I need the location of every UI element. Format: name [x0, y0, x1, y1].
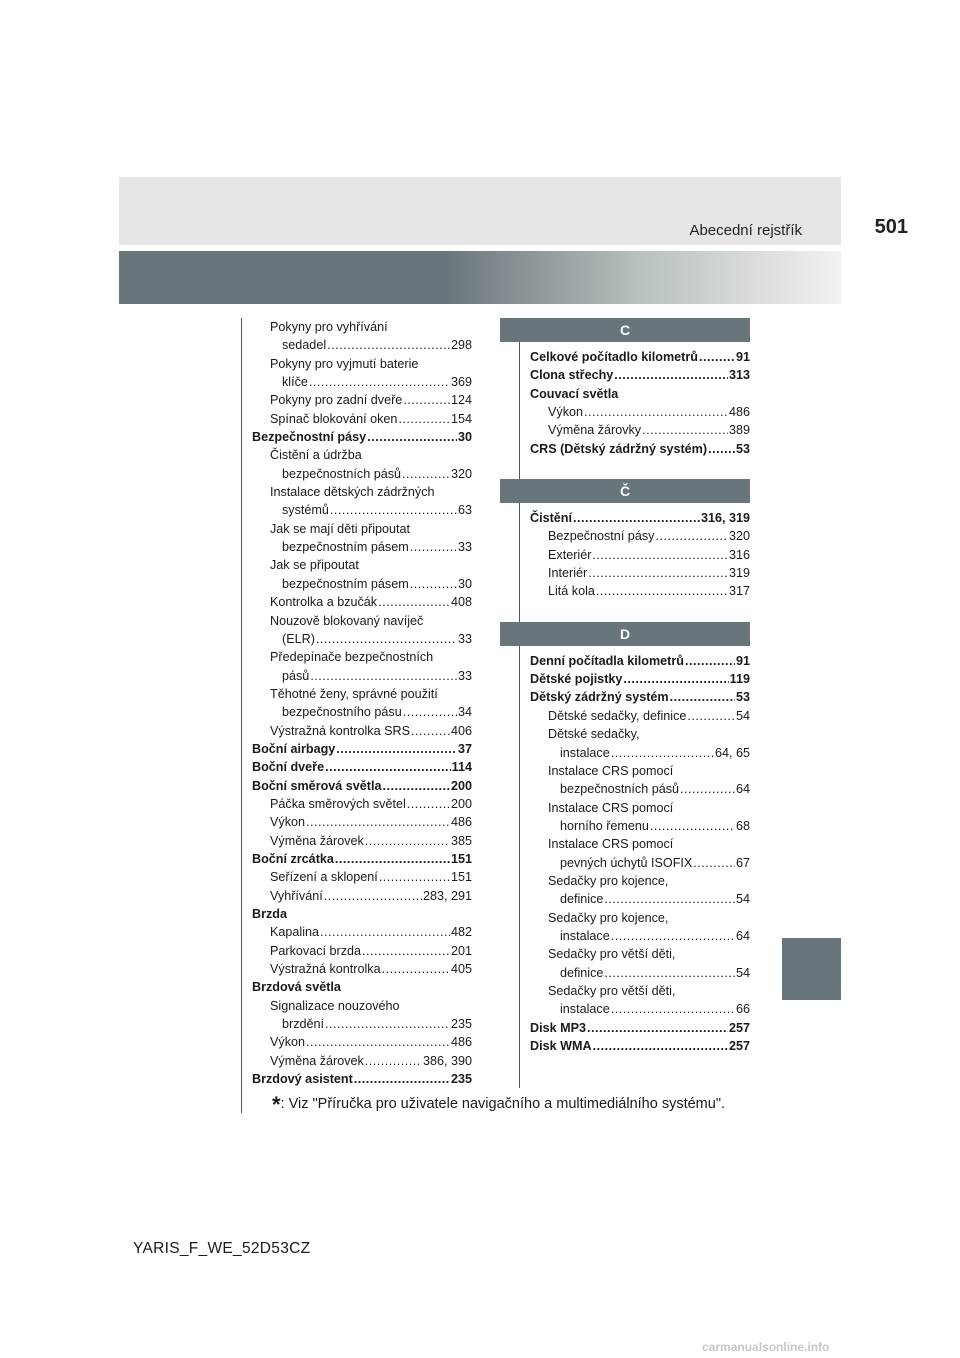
dot-leader [403, 391, 450, 409]
model-code: YARIS_F_WE_52D53CZ [133, 1240, 311, 1257]
entry-term: Litá kola [548, 584, 595, 599]
left-column-rule [241, 318, 242, 1113]
index-entry [252, 428, 472, 446]
entry-term: definice [560, 892, 604, 907]
dot-leader [411, 722, 450, 740]
dot-leader [306, 1033, 450, 1051]
dot-leader [604, 964, 735, 982]
entry-page: 486 [450, 815, 472, 830]
entry-page: 54 [735, 965, 750, 980]
entry-page: 114 [451, 760, 472, 775]
section-title: Abecední rejstřík [689, 222, 802, 239]
entry-page: 405 [450, 962, 472, 977]
dot-leader [335, 850, 450, 868]
dot-leader [592, 546, 728, 564]
entry-page: 369 [450, 375, 472, 390]
entry-term: Boční dveře [252, 760, 325, 775]
index-entry [530, 854, 750, 872]
dot-leader [693, 854, 735, 872]
index-entry: Instalace CRS pomocí [548, 800, 674, 815]
watermark: carmanualsonline.info [702, 1340, 830, 1354]
entry-page: 124 [450, 393, 472, 408]
entry-page: 486 [728, 405, 750, 420]
entry-term: Disk WMA [530, 1039, 592, 1053]
entry-page: 406 [450, 723, 472, 738]
index-entry: Couvací světla [530, 386, 619, 401]
index-entry [530, 564, 750, 582]
entry-term: bezpečnostním pásem [282, 576, 409, 591]
index-entry: Instalace dětských zádržných [270, 485, 435, 500]
entry-page: 319 [728, 566, 750, 581]
entry-page: 317 [728, 584, 750, 599]
entry-term: systémů [282, 503, 329, 518]
entry-page: 201 [450, 943, 472, 958]
entry-page: 37 [457, 741, 472, 756]
entry-page: 30 [457, 430, 472, 445]
entry-term: horního řemenu [560, 818, 649, 833]
index-entry [252, 740, 472, 758]
index-entry [252, 1052, 472, 1070]
dot-leader [325, 758, 451, 776]
entry-term: Dětské sedačky, definice [548, 708, 687, 723]
index-entry: Nouzově blokovaný navíječ [270, 613, 424, 628]
index-entry: Brzdová světla [252, 980, 341, 995]
dot-leader [614, 366, 728, 384]
index-entry [252, 777, 472, 795]
dot-leader [670, 688, 735, 706]
entry-page: 386, 390 [422, 1053, 472, 1068]
entry-term: Dětský zádržný systém [530, 690, 669, 705]
index-entry [252, 813, 472, 831]
entry-page: 283, 291 [422, 888, 472, 903]
entry-page: 320 [450, 466, 472, 481]
index-entry [530, 421, 750, 439]
entry-term: Bezpečnostní pásy [252, 430, 367, 445]
index-column-right [530, 318, 750, 1055]
index-entry [252, 410, 472, 428]
entry-term: Pokyny pro zadní dveře [270, 393, 403, 408]
dot-leader [410, 575, 457, 593]
dot-leader [699, 348, 735, 366]
index-entry: Předepínače bezpečnostních [270, 650, 434, 665]
index-entry [530, 780, 750, 798]
index-entry: Dětské sedačky, [548, 727, 640, 742]
entry-term: Kapalina [270, 925, 320, 940]
index-entry: Pokyny pro vyhřívání [270, 320, 388, 334]
index-entry [530, 546, 750, 564]
index-entry [530, 688, 750, 706]
index-entry [252, 630, 472, 648]
index-entry [252, 942, 472, 960]
entry-term: Výměna žárovek [270, 1053, 364, 1068]
dot-leader [320, 923, 450, 941]
entry-page: 67 [735, 855, 750, 870]
entry-term: pevných úchytů ISOFIX [560, 855, 693, 870]
index-entry [252, 391, 472, 409]
dot-leader [403, 703, 457, 721]
index-entry [530, 403, 750, 421]
index-entry [530, 440, 750, 458]
dot-leader [402, 465, 450, 483]
entry-term: Výkon [270, 815, 306, 830]
index-entry [530, 652, 750, 670]
entry-term: Boční směrová světla [252, 778, 382, 793]
index-entry [252, 336, 472, 354]
entry-term: bezpečnostních pásů [282, 466, 402, 481]
entry-page: 235 [450, 1017, 472, 1032]
entry-page: 30 [457, 576, 472, 591]
index-entry [252, 373, 472, 391]
entry-page: 200 [450, 796, 472, 811]
dot-leader [685, 652, 735, 670]
entry-page: 316, 319 [700, 511, 750, 526]
entry-term: Interiér [548, 566, 588, 581]
index-entry [252, 1015, 472, 1033]
footnote-marker: * [272, 1092, 281, 1117]
dot-leader [687, 707, 735, 725]
entry-term: Seřízení a sklopení [270, 870, 378, 885]
index-entry [252, 703, 472, 721]
entry-page: 53 [735, 690, 750, 705]
dot-leader [365, 1052, 422, 1070]
entry-term: Výměna žárovek [270, 833, 364, 848]
dot-leader [367, 428, 457, 446]
entry-term: Exteriér [548, 547, 592, 562]
entry-page: 385 [450, 833, 472, 848]
entry-page: 64 [735, 782, 750, 797]
index-entry [530, 1037, 750, 1055]
section-letter-header: C [500, 318, 750, 342]
entry-term: Páčka směrových světel [270, 796, 406, 811]
dot-leader [655, 527, 728, 545]
entry-page: 257 [728, 1039, 750, 1053]
entry-term: Výstražná kontrolka SRS [270, 723, 410, 738]
footnote [272, 1092, 725, 1118]
entry-page: 53 [735, 441, 750, 456]
entry-term: Dětské pojistky [530, 672, 623, 687]
dot-leader [398, 410, 450, 428]
dot-leader [327, 336, 450, 354]
entry-page: 257 [728, 1020, 750, 1035]
index-entry: Brzda [252, 907, 287, 921]
entry-page: 33 [457, 631, 472, 646]
index-entry [530, 817, 750, 835]
index-entry [252, 575, 472, 593]
entry-page: 91 [735, 653, 750, 668]
entry-term: Bezpečnostní pásy [548, 529, 655, 544]
entry-term: Vyhřívání [270, 888, 323, 903]
entry-term: Clona střechy [530, 368, 614, 383]
index-entry [530, 707, 750, 725]
entry-page: 64 [735, 928, 750, 943]
entry-term: Výměna žárovky [548, 423, 642, 438]
dot-leader [407, 795, 450, 813]
entry-term: bezpečnostního pásu [282, 705, 402, 720]
entry-term: Boční zrcátka [252, 851, 334, 866]
dot-leader [382, 960, 450, 978]
index-entry [530, 670, 750, 688]
index-entry: Těhotné ženy, správné použití [270, 686, 438, 701]
index-entry [252, 667, 472, 685]
index-entry: Signalizace nouzového [270, 998, 400, 1013]
dot-leader [316, 630, 457, 648]
entry-term: pásů [282, 668, 310, 683]
entry-page: 316 [728, 547, 750, 562]
dot-leader [623, 670, 728, 688]
entry-term: (ELR) [282, 631, 315, 646]
entry-page: 68 [735, 818, 750, 833]
entry-page: 313 [728, 368, 750, 383]
dot-leader [325, 1015, 450, 1033]
dot-leader [650, 817, 735, 835]
entry-term: instalace [560, 745, 610, 760]
dot-leader [354, 1070, 450, 1088]
index-entry [252, 538, 472, 556]
entry-page: 54 [735, 892, 750, 907]
dot-leader [324, 887, 422, 905]
dot-leader [587, 1019, 728, 1037]
dot-leader [309, 373, 450, 391]
entry-term: sedadel [282, 338, 327, 353]
index-entry [530, 366, 750, 384]
dot-leader [378, 593, 450, 611]
entry-page: 235 [450, 1072, 472, 1087]
entry-term: Výkon [270, 1035, 306, 1050]
dot-leader [310, 667, 457, 685]
header-gradient-band [119, 251, 841, 304]
entry-term: Brzdový asistent [252, 1072, 353, 1087]
dot-leader [362, 942, 450, 960]
section-letter-header: Č [500, 479, 750, 503]
index-entry: Sedačky pro větší děti, [548, 983, 676, 998]
dot-leader [596, 582, 728, 600]
index-entry [252, 795, 472, 813]
index-entry [530, 527, 750, 545]
section-letter-header: D [500, 622, 750, 646]
index-entry: Pokyny pro vyjmutí baterie [270, 356, 419, 371]
dot-leader [330, 501, 457, 519]
index-entry [252, 868, 472, 886]
entry-page: 91 [735, 350, 750, 364]
entry-page: 200 [450, 778, 472, 793]
index-entry [252, 1070, 472, 1088]
entry-term: Boční airbagy [252, 741, 336, 756]
chapter-tab [782, 938, 841, 1000]
dot-leader [365, 832, 450, 850]
dot-leader [604, 890, 735, 908]
index-entry [252, 832, 472, 850]
dot-leader [410, 538, 457, 556]
index-entry: Jak se připoutat [270, 558, 359, 573]
index-entry [530, 964, 750, 982]
entry-page: 320 [728, 529, 750, 544]
index-entry [530, 890, 750, 908]
index-entry: Instalace CRS pomocí [548, 763, 674, 778]
dot-leader [611, 927, 735, 945]
dot-leader [611, 1000, 735, 1018]
dot-leader [573, 509, 700, 527]
index-entry [530, 509, 750, 527]
entry-page: 389 [728, 423, 750, 438]
dot-leader [383, 777, 450, 795]
entry-page: 64, 65 [714, 745, 750, 760]
index-entry: Čistění a údržba [270, 448, 362, 463]
entry-term: CRS (Dětský zádržný systém) [530, 441, 708, 456]
entry-term: brzdění [282, 1017, 325, 1032]
entry-page: 54 [735, 708, 750, 723]
entry-page: 408 [450, 595, 472, 610]
index-entry: Sedačky pro kojence, [548, 873, 669, 888]
entry-page: 154 [450, 411, 472, 426]
entry-term: Spínač blokování oken [270, 411, 398, 426]
index-entry [530, 744, 750, 762]
entry-term: bezpečnostních pásů [560, 782, 680, 797]
index-entry [530, 348, 750, 366]
footnote-text: : Viz "Příručka pro uživatele navigačního a multimediálního systému". [280, 1096, 725, 1112]
index-entry [252, 501, 472, 519]
entry-term: Celkové počítadlo kilometrů [530, 350, 698, 364]
index-entry [530, 1000, 750, 1018]
page-number: 501 [874, 216, 908, 238]
index-entry [530, 927, 750, 945]
entry-page: 33 [457, 668, 472, 683]
dot-leader [593, 1037, 728, 1055]
index-entry [252, 887, 472, 905]
entry-page: 66 [735, 1002, 750, 1017]
dot-leader [584, 403, 728, 421]
entry-page: 151 [450, 870, 472, 885]
index-entry [252, 1033, 472, 1051]
index-entry [252, 722, 472, 740]
index-column-left [252, 318, 472, 1088]
middle-column-rule [519, 318, 520, 1088]
dot-leader [642, 421, 728, 439]
entry-term: Čistění [530, 511, 572, 526]
entry-page: 63 [457, 503, 472, 518]
index-entry: Sedačky pro kojence, [548, 910, 669, 925]
entry-page: 298 [450, 338, 472, 353]
entry-page: 119 [729, 672, 750, 687]
entry-page: 482 [450, 925, 472, 940]
entry-page: 34 [457, 705, 472, 720]
index-entry: Sedačky pro větší děti, [548, 947, 676, 962]
entry-term: klíče [282, 375, 308, 390]
entry-term: Parkovací brzda [270, 943, 361, 958]
entry-page: 33 [457, 540, 472, 555]
index-entry [252, 960, 472, 978]
entry-page: 151 [450, 851, 472, 866]
dot-leader [336, 740, 457, 758]
index-entry: Jak se mají děti připoutat [270, 521, 411, 536]
entry-page: 486 [450, 1035, 472, 1050]
entry-term: Disk MP3 [530, 1020, 586, 1035]
index-entry [530, 582, 750, 600]
entry-term: Denní počítadla kilometrů [530, 653, 684, 668]
dot-leader [306, 813, 450, 831]
entry-term: Kontrolka a bzučák [270, 595, 378, 610]
entry-term: bezpečnostním pásem [282, 540, 409, 555]
entry-term: Výkon [548, 405, 584, 420]
index-entry [252, 923, 472, 941]
entry-term: definice [560, 965, 604, 980]
index-entry [252, 850, 472, 868]
dot-leader [708, 440, 735, 458]
dot-leader [680, 780, 735, 798]
index-entry [252, 593, 472, 611]
entry-term: Výstražná kontrolka [270, 962, 381, 977]
index-entry [252, 758, 472, 776]
dot-leader [588, 564, 728, 582]
index-entry [252, 465, 472, 483]
entry-term: instalace [560, 928, 610, 943]
dot-leader [611, 744, 714, 762]
dot-leader [379, 868, 450, 886]
index-entry [530, 1019, 750, 1037]
entry-term: instalace [560, 1002, 610, 1017]
index-entry: Instalace CRS pomocí [548, 837, 674, 852]
